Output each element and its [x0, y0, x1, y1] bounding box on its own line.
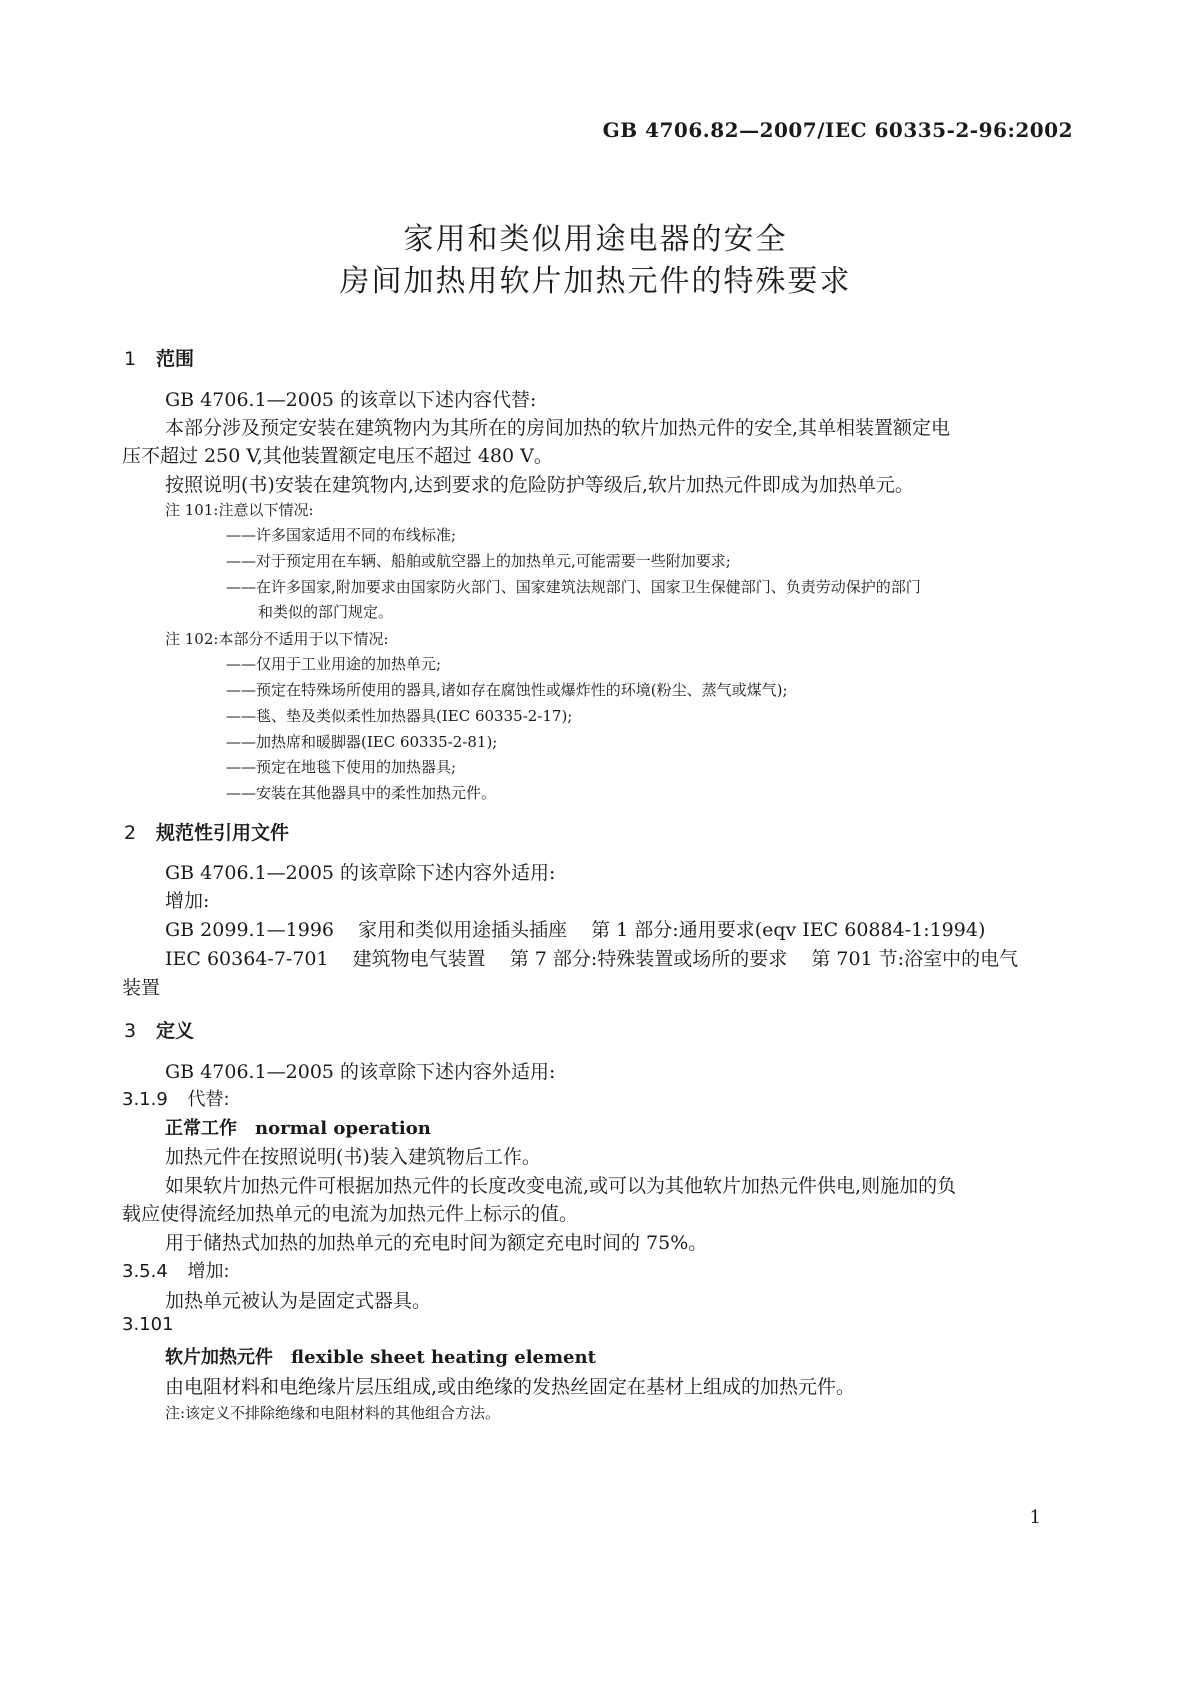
section-2-intro: GB 4706.1—2005 的该章除下述内容外适用:	[165, 862, 556, 884]
reference-part: 第 1 部分:通用要求(eqv IEC 60884-1:1994)	[591, 919, 986, 941]
document-title-line2: 房间加热用软片加热元件的特殊要求	[339, 264, 852, 299]
clause-3-101: 3.101	[122, 1314, 174, 1335]
section-title: 范围	[156, 348, 195, 370]
term-chinese: 软片加热元件	[165, 1347, 273, 1368]
section-1-para1-line1: 本部分涉及预定安装在建筑物内为其所在的房间加热的软片加热元件的安全,其单相装置额定电	[165, 417, 951, 439]
note-102-label: 注 102:本部分不适用于以下情况:	[165, 630, 389, 648]
note-101-item: ——在许多国家,附加要求由国家防火部门、国家建筑法规部门、国家卫生保健部门、负责劳动保护的部门	[226, 578, 921, 596]
definition-line: 由电阻材料和电绝缘片层压组成,或由绝缘的发热丝固定在基材上组成的加热元件。	[165, 1376, 856, 1398]
section-1-para1-line2: 压不超过 250 V,其他装置额定电压不超过 480 V。	[122, 445, 553, 467]
clause-3-1-9	[122, 1085, 230, 1111]
clause-3-5-4	[122, 1257, 230, 1283]
clause-number: 3.1.9	[122, 1089, 168, 1110]
section-1-para2: 按照说明(书)安装在建筑物内,达到要求的危险防护等级后,软片加热元件即成为加热单元。	[165, 474, 914, 496]
reference-title: 建筑物电气装置	[352, 948, 486, 970]
section-2-addition: 增加:	[165, 890, 210, 912]
section-2-heading	[124, 818, 289, 845]
clause-label: 代替:	[187, 1089, 230, 1110]
note-102-item: ——毯、垫及类似柔性加热器具(IEC 60335-2-17);	[226, 707, 573, 725]
reference-section: 第 701 节:浴室中的电气	[811, 948, 1019, 970]
reference-code: IEC 60364-7-701	[165, 948, 329, 970]
normative-reference-2-continued: 装置	[122, 977, 161, 999]
note-101-item: ——许多国家适用不同的布线标准;	[226, 526, 457, 544]
note-101-item: 和类似的部门规定。	[258, 603, 394, 621]
normative-reference-2	[165, 944, 1018, 971]
note-102-item: ——仅用于工业用途的加热单元;	[226, 655, 442, 673]
term-flexible-sheet-heating-element	[165, 1343, 596, 1369]
section-1-intro: GB 4706.1—2005 的该章以下述内容代替:	[165, 389, 537, 411]
note-102-item: ——安装在其他器具中的柔性加热元件。	[226, 784, 497, 802]
reference-part: 第 7 部分:特殊装置或场所的要求	[509, 948, 788, 970]
term-normal-operation	[165, 1114, 431, 1140]
section-number: 2	[124, 822, 137, 844]
section-3-intro: GB 4706.1—2005 的该章除下述内容外适用:	[165, 1061, 556, 1083]
section-title: 规范性引用文件	[156, 822, 290, 844]
note-101-item: ——对于预定用在车辆、船舶或航空器上的加热单元,可能需要一些附加要求;	[226, 552, 731, 570]
clause-label: 增加:	[187, 1261, 230, 1282]
section-1-heading	[124, 344, 194, 371]
page-number: 1	[1029, 1507, 1041, 1528]
term-chinese: 正常工作	[165, 1118, 237, 1139]
note-102-item: ——预定在特殊场所使用的器具,诸如存在腐蚀性或爆炸性的环境(粉尘、蒸气或煤气);	[226, 681, 788, 699]
section-number: 3	[124, 1020, 137, 1042]
section-3-heading	[124, 1016, 194, 1043]
definition-line: 如果软片加热元件可根据加热元件的长度改变电流,或可以为其他软片加热元件供电,则施加的负	[165, 1175, 957, 1197]
term-english: flexible sheet heating element	[291, 1347, 596, 1368]
definition-note: 注:该定义不排除绝缘和电阻材料的其他组合方法。	[165, 1404, 501, 1422]
definition-line: 用于储热式加热的加热单元的充电时间为额定充电时间的 75%。	[165, 1232, 708, 1254]
clause-number: 3.5.4	[122, 1261, 168, 1282]
normative-reference-1	[165, 915, 985, 942]
term-english: normal operation	[255, 1118, 431, 1139]
note-102-item: ——预定在地毯下使用的加热器具;	[226, 758, 457, 776]
note-102-item: ——加热席和暖脚器(IEC 60335-2-81);	[226, 733, 498, 751]
definition-line: 加热元件在按照说明(书)装入建筑物后工作。	[165, 1146, 541, 1168]
definition-line: 加热单元被认为是固定式器具。	[165, 1290, 432, 1312]
reference-title: 家用和类似用途插头插座	[358, 919, 568, 941]
section-title: 定义	[156, 1020, 195, 1042]
section-number: 1	[124, 348, 137, 370]
standard-code: GB 4706.82—2007/IEC 60335-2-96:2002	[602, 118, 1073, 142]
definition-line: 载应使得流经加热单元的电流为加热元件上标示的值。	[122, 1203, 579, 1225]
document-title-line1: 家用和类似用途电器的安全	[403, 222, 788, 257]
note-101-label: 注 101:注意以下情况:	[165, 501, 314, 519]
reference-code: GB 2099.1—1996	[165, 919, 335, 941]
